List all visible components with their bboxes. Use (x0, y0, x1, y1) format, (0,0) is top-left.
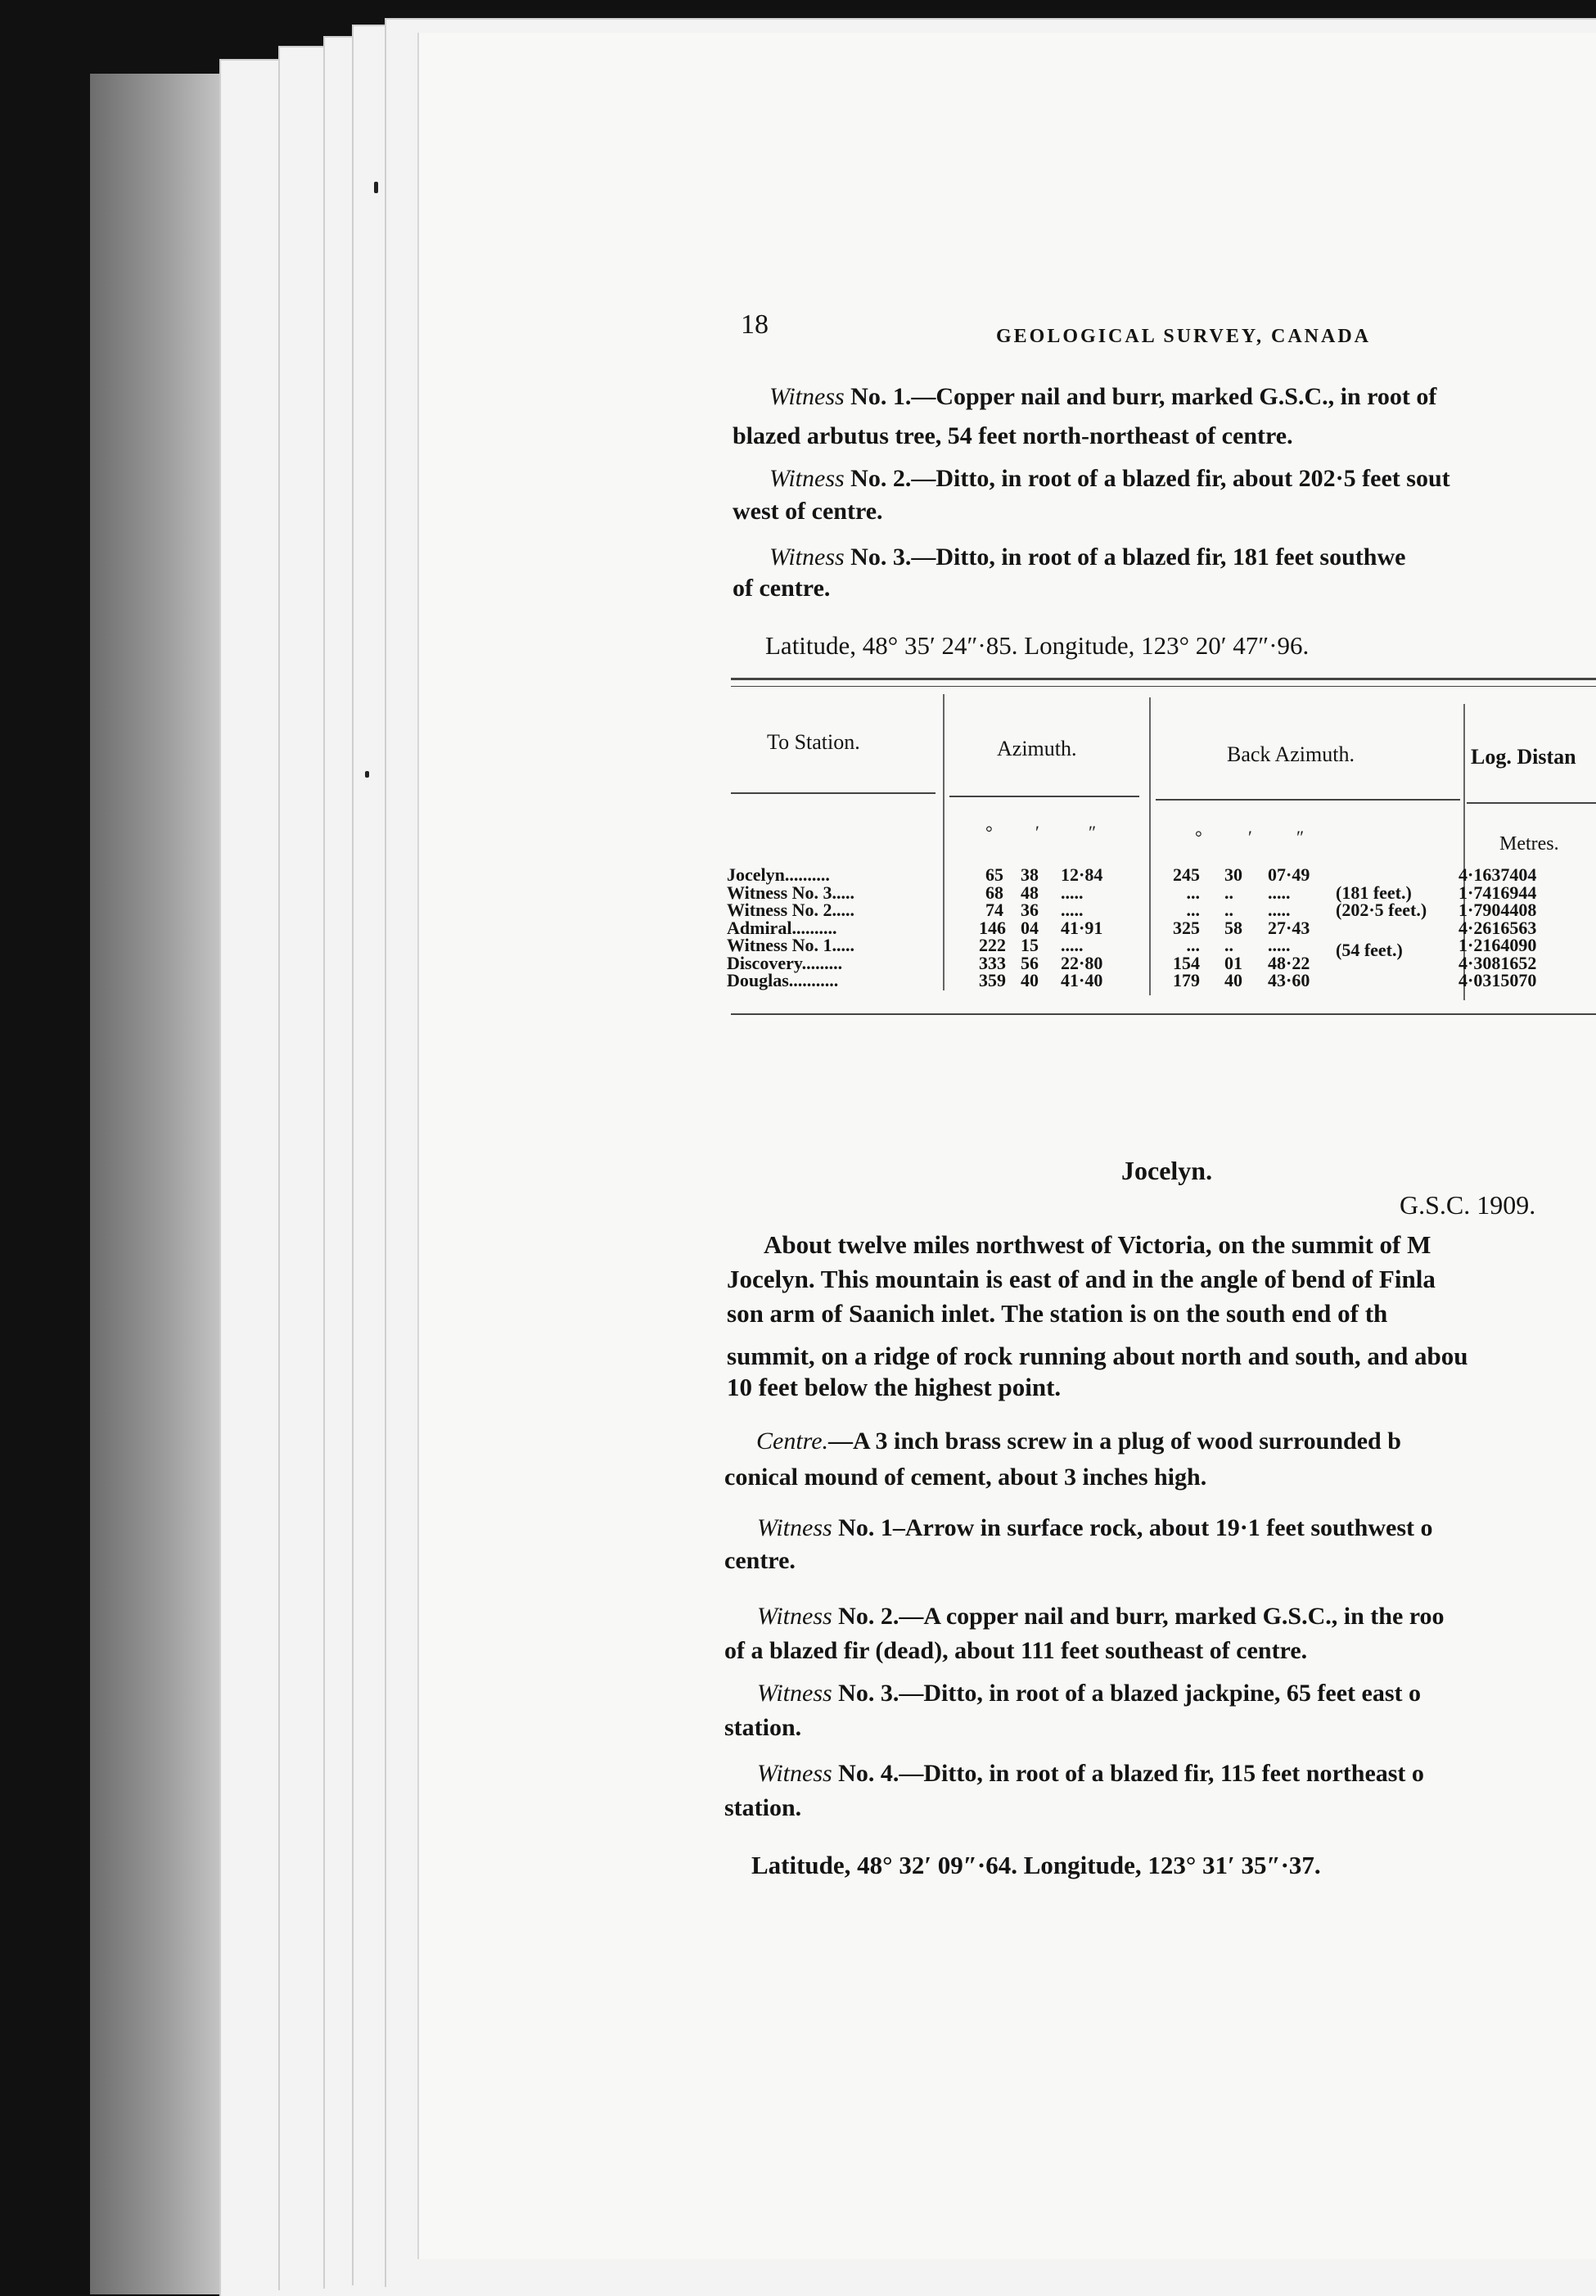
table-row (0, 866, 1596, 884)
unit-degrees: ° (1195, 827, 1202, 847)
back-azimuth-minutes: 30 (1224, 864, 1242, 885)
jocelyn-witness-1-line2: centre. (724, 1547, 796, 1574)
azimuth-degrees: 222 (979, 935, 1006, 955)
witness-text: No. 3.—Ditto, in root of a blazed fir, 181 feet southwe (844, 544, 1406, 571)
witness-label: Witness (769, 465, 845, 492)
azimuth-minutes: 40 (1021, 970, 1039, 990)
table-row (0, 901, 1596, 919)
station-name: Jocelyn.......... (727, 864, 830, 885)
running-title: GEOLOGICAL SURVEY, CANADA (996, 326, 1372, 347)
unit-seconds: ″ (1089, 822, 1097, 842)
back-azimuth-seconds: ..... (1268, 882, 1291, 903)
azimuth-seconds: ..... (1061, 882, 1084, 903)
jocelyn-witness-2: Witness No. 2.—A copper nail and burr, marked G.S.C., in the roo (757, 1603, 1445, 1630)
table-header-rule (731, 792, 936, 794)
station-name: Discovery......... (727, 952, 843, 973)
station-name: Witness No. 2..... (727, 900, 855, 920)
section-title: Jocelyn. (1121, 1156, 1213, 1185)
centre-label: Centre. (756, 1428, 829, 1455)
log-distance: 1·7416944 (1458, 882, 1537, 903)
azimuth-seconds: 41·40 (1061, 970, 1103, 990)
column-header-back-azimuth: Back Azimuth. (1227, 742, 1355, 766)
table-header-rule (1156, 799, 1460, 801)
back-azimuth-degrees: ... (1186, 935, 1200, 955)
back-azimuth-seconds: ..... (1268, 935, 1291, 955)
azimuth-minutes: 04 (1021, 917, 1039, 938)
jocelyn-position: Latitude, 48° 32′ 09″·64. Longitude, 123° 31′ 35″·37. (751, 1851, 1321, 1879)
jocelyn-witness-1: Witness No. 1–Arrow in surface rock, about 19·1 feet southwest o (757, 1514, 1433, 1541)
azimuth-seconds: 12·84 (1061, 864, 1103, 885)
jocelyn-witness-3: Witness No. 3.—Ditto, in root of a blazed jackpine, 65 feet east o (757, 1680, 1422, 1707)
log-distance: 4·1637404 (1458, 864, 1537, 885)
witness-label: Witness (757, 1760, 832, 1787)
back-azimuth-minutes: .. (1224, 900, 1233, 920)
log-distance: 4·0315070 (1458, 970, 1537, 990)
column-header-log-distance: Log. Distan (1471, 745, 1576, 769)
back-azimuth-degrees: ... (1186, 900, 1200, 920)
azimuth-degrees: 146 (979, 917, 1006, 938)
unit-degrees: ° (985, 822, 993, 842)
back-azimuth-degrees: 325 (1173, 917, 1200, 938)
back-azimuth-minutes: .. (1224, 935, 1233, 955)
unit-minutes: ′ (1035, 822, 1039, 842)
witness-3-line2: of centre. (733, 575, 831, 602)
table-header-rule (949, 796, 1139, 797)
azimuth-minutes: 56 (1021, 952, 1039, 973)
azimuth-seconds: ..... (1061, 900, 1084, 920)
description-line: son arm of Saanich inlet. The station is on the south end of th (727, 1299, 1388, 1328)
distance-note: (202·5 feet.) (1336, 900, 1427, 920)
azimuth-degrees: 359 (979, 970, 1006, 990)
jocelyn-witness-4-line2: station. (724, 1794, 802, 1821)
station-name: Admiral.......... (727, 917, 837, 938)
back-azimuth-minutes: 01 (1224, 952, 1242, 973)
back-azimuth-seconds: 07·49 (1268, 864, 1310, 885)
log-distance: 4·3081652 (1458, 952, 1537, 973)
previous-station-position: Latitude, 48° 35′ 24″·85. Longitude, 123° 20′ 47″·96. (765, 631, 1310, 660)
table-header-rule (1467, 802, 1596, 804)
witness-1-paragraph (769, 378, 1436, 416)
back-azimuth-degrees: 245 (1173, 864, 1200, 885)
log-distance: 1·7904408 (1458, 900, 1537, 920)
description-line: summit, on a ridge of rock running about north and south, and abou (727, 1342, 1468, 1370)
table-top-rule-2 (731, 686, 1596, 687)
witness-label: Witness (769, 383, 845, 410)
column-header-azimuth: Azimuth. (997, 737, 1077, 760)
witness-text: No. 1.—Copper nail and burr, marked G.S.C., in root of (844, 383, 1437, 410)
back-azimuth-seconds: ..... (1268, 900, 1291, 920)
unit-metres: Metres. (1499, 833, 1559, 855)
jocelyn-witness-2-line2: of a blazed fir (dead), about 111 feet southeast of centre. (724, 1637, 1308, 1664)
witness-1-line2: blazed arbutus tree, 54 feet north-northeast of centre. (733, 422, 1293, 449)
table-row (0, 972, 1596, 990)
centre-paragraph: Centre.—A 3 inch brass screw in a plug of wood surrounded b (756, 1428, 1401, 1455)
witness-label: Witness (757, 1514, 832, 1541)
log-distance: 4·2616563 (1458, 917, 1537, 938)
back-azimuth-seconds: 43·60 (1268, 970, 1310, 990)
back-azimuth-degrees: ... (1186, 882, 1200, 903)
azimuth-degrees: 65 (985, 864, 1003, 885)
station-name: Douglas........... (727, 970, 839, 990)
description-line: About twelve miles northwest of Victoria, on the summit of M (764, 1230, 1431, 1259)
azimuth-seconds: 22·80 (1061, 952, 1103, 973)
back-azimuth-minutes: .. (1224, 882, 1233, 903)
witness-label: Witness (769, 544, 845, 571)
azimuth-minutes: 48 (1021, 882, 1039, 903)
azimuth-minutes: 15 (1021, 935, 1039, 955)
witness-text: No. 2.—Ditto, in root of a blazed fir, about 202·5 feet sout (844, 465, 1450, 492)
azimuth-degrees: 333 (979, 952, 1006, 973)
witness-2-line2: west of centre. (733, 498, 883, 525)
azimuth-minutes: 36 (1021, 900, 1039, 920)
distance-note: (54 feet.) (1336, 940, 1403, 960)
station-name: Witness No. 3..... (727, 882, 855, 903)
table-top-rule (731, 678, 1596, 680)
column-header-to-station: To Station. (767, 730, 860, 754)
azimuth-degrees: 74 (985, 900, 1003, 920)
table-bottom-rule (731, 1013, 1596, 1015)
azimuth-seconds: 41·91 (1061, 917, 1103, 938)
azimuth-seconds: ..... (1061, 935, 1084, 955)
witness-label: Witness (757, 1603, 832, 1630)
station-name: Witness No. 1..... (727, 935, 855, 955)
unit-minutes: ′ (1248, 827, 1252, 847)
page-number: 18 (741, 309, 769, 340)
log-distance: 1·2164090 (1458, 935, 1537, 955)
back-azimuth-minutes: 40 (1224, 970, 1242, 990)
centre-line2: conical mound of cement, about 3 inches high. (724, 1464, 1207, 1491)
description-line: 10 feet below the highest point. (727, 1373, 1062, 1401)
distance-note: (181 feet.) (1336, 882, 1412, 903)
azimuth-minutes: 38 (1021, 864, 1039, 885)
back-azimuth-degrees: 179 (1173, 970, 1200, 990)
back-azimuth-minutes: 58 (1224, 917, 1242, 938)
witness-label: Witness (757, 1680, 832, 1707)
witness-3-paragraph (769, 539, 1405, 576)
jocelyn-witness-4: Witness No. 4.—Ditto, in root of a blazed fir, 115 feet northeast o (757, 1760, 1424, 1787)
back-azimuth-seconds: 27·43 (1268, 917, 1310, 938)
gsc-year: G.S.C. 1909. (1400, 1190, 1536, 1220)
azimuth-degrees: 68 (985, 882, 1003, 903)
unit-seconds: ″ (1296, 827, 1305, 847)
back-azimuth-degrees: 154 (1173, 952, 1200, 973)
back-azimuth-seconds: 48·22 (1268, 952, 1310, 973)
table-row (0, 935, 1596, 960)
jocelyn-witness-3-line2: station. (724, 1714, 802, 1741)
description-line: Jocelyn. This mountain is east of and in the angle of bend of Finla (727, 1265, 1436, 1293)
